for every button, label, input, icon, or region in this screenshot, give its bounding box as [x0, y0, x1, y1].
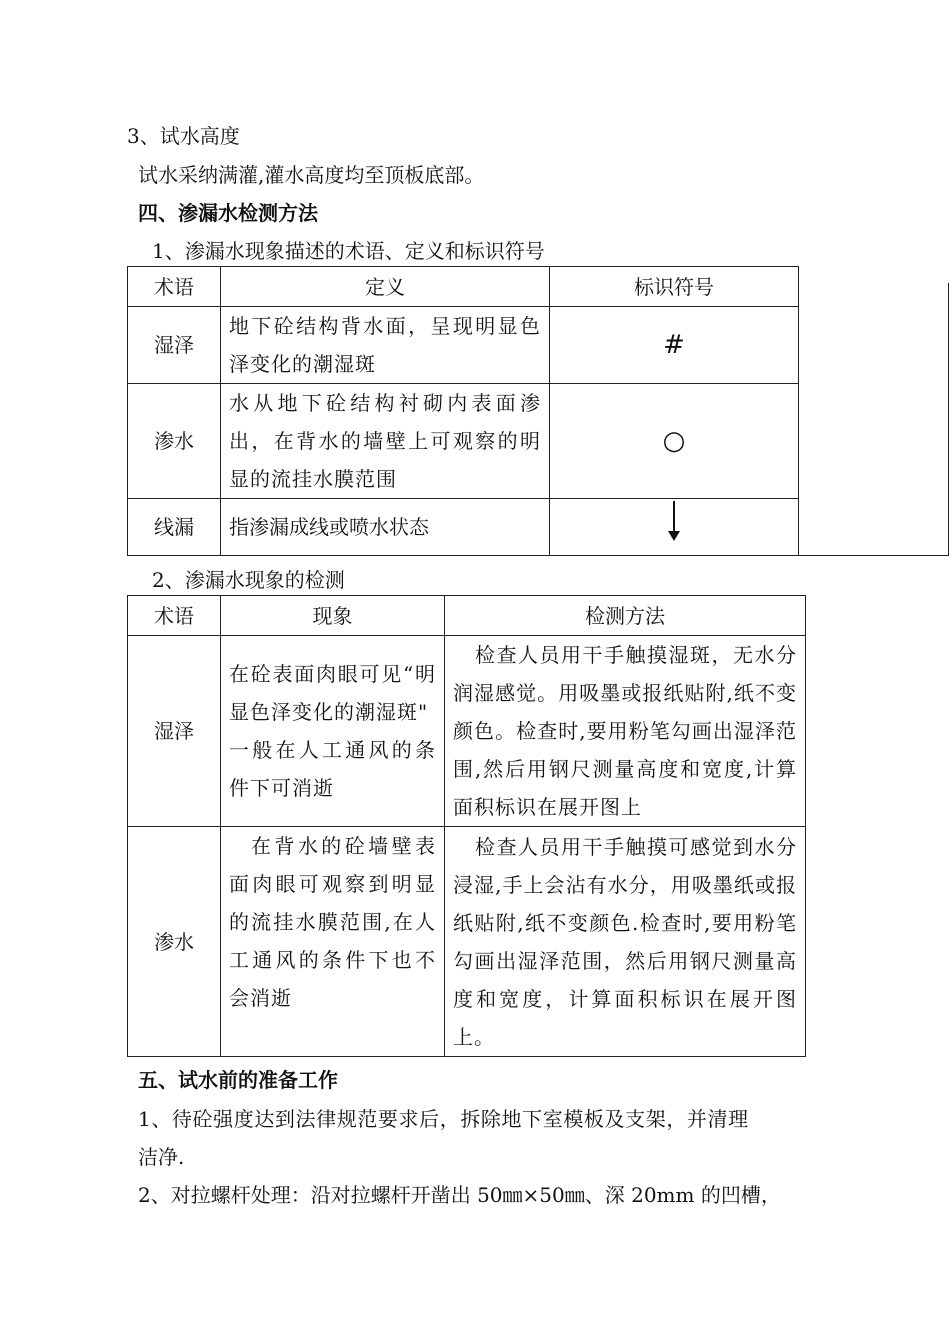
section-5-heading: 五、试水前的准备工作 [138, 1068, 338, 1092]
term-cell: 线漏 [128, 499, 221, 556]
header-phenomenon: 现象 [221, 596, 445, 636]
paragraph-step-2: 2、对拉螺杆处理：沿对拉螺杆开凿出 50㎜×50㎜、深 20mm 的凹槽， [138, 1183, 781, 1207]
table-row [128, 636, 806, 827]
table-overflow-border [798, 555, 948, 556]
method-cell: 检查人员用干手触摸可感觉到水分浸湿,手上会沾有水分，用吸墨纸或报纸贴附,纸不变颜色.检查时,要用粉笔勾画出湿泽范围，然后用钢尺测量高度和宽度，计算面积标识在展开图上。 [445, 827, 806, 1057]
circle-icon: ○ [550, 384, 799, 499]
term-cell: 湿泽 [128, 307, 221, 384]
table-row [128, 827, 806, 1057]
paragraph-step-1: 1、待砼强度达到法律规范要求后，拆除地下室模板及支架，并清理 [138, 1107, 749, 1131]
header-symbol: 标识符号 [550, 267, 799, 307]
terms-definition-table [127, 266, 799, 556]
header-term: 术语 [128, 596, 221, 636]
paragraph-step-1-cont: 洁净. [138, 1145, 185, 1169]
phenomenon-cell: 在背水的砼墙壁表面肉眼可观察到明显的流挂水膜范围,在人工通风的条件下也不会消逝 [221, 827, 445, 1057]
table-row [128, 307, 799, 384]
table-row [128, 384, 799, 499]
phenomenon-text: 在砼表面肉眼可见“明显色泽变化的潮湿斑" [229, 662, 436, 724]
down-arrow-icon [668, 501, 680, 541]
table-overflow-border [948, 283, 949, 556]
term-cell: 渗水 [128, 384, 221, 499]
phenomenon-cell [221, 636, 445, 827]
header-term: 术语 [128, 267, 221, 307]
header-method: 检测方法 [445, 596, 806, 636]
hash-icon: # [550, 307, 799, 384]
header-definition: 定义 [221, 267, 550, 307]
detection-method-table [127, 595, 806, 1057]
definition-cell: 指渗漏成线或喷水状态 [221, 499, 550, 556]
definition-cell: 地下砼结构背水面，呈现明显色泽变化的潮湿斑 [221, 307, 550, 384]
subsection-1-heading: 1、渗漏水现象描述的术语、定义和标识符号 [152, 239, 545, 263]
term-cell: 渗水 [128, 827, 221, 1057]
table-row [128, 499, 799, 556]
symbol-cell [550, 499, 799, 556]
term-cell: 湿泽 [128, 636, 221, 827]
paragraph-fill-height: 试水采纳满灌,灌水高度均至顶板底部。 [138, 163, 485, 187]
subsection-2-heading: 2、渗漏水现象的检测 [152, 568, 345, 592]
section-4-heading: 四、渗漏水检测方法 [138, 201, 318, 225]
phenomenon-text: 一般在人工通风的条件下可消逝 [229, 738, 436, 800]
section-3-heading: 3、试水高度 [127, 124, 240, 148]
definition-cell: 水从地下砼结构衬砌内表面渗出，在背水的墙壁上可观察的明显的流挂水膜范围 [221, 384, 550, 499]
method-cell: 检查人员用干手触摸湿斑，无水分润湿感觉。用吸墨或报纸贴附,纸不变颜色。检查时,要用粉笔勾画出湿泽范围,然后用钢尺测量高度和宽度,计算面积标识在展开图上 [445, 636, 806, 827]
